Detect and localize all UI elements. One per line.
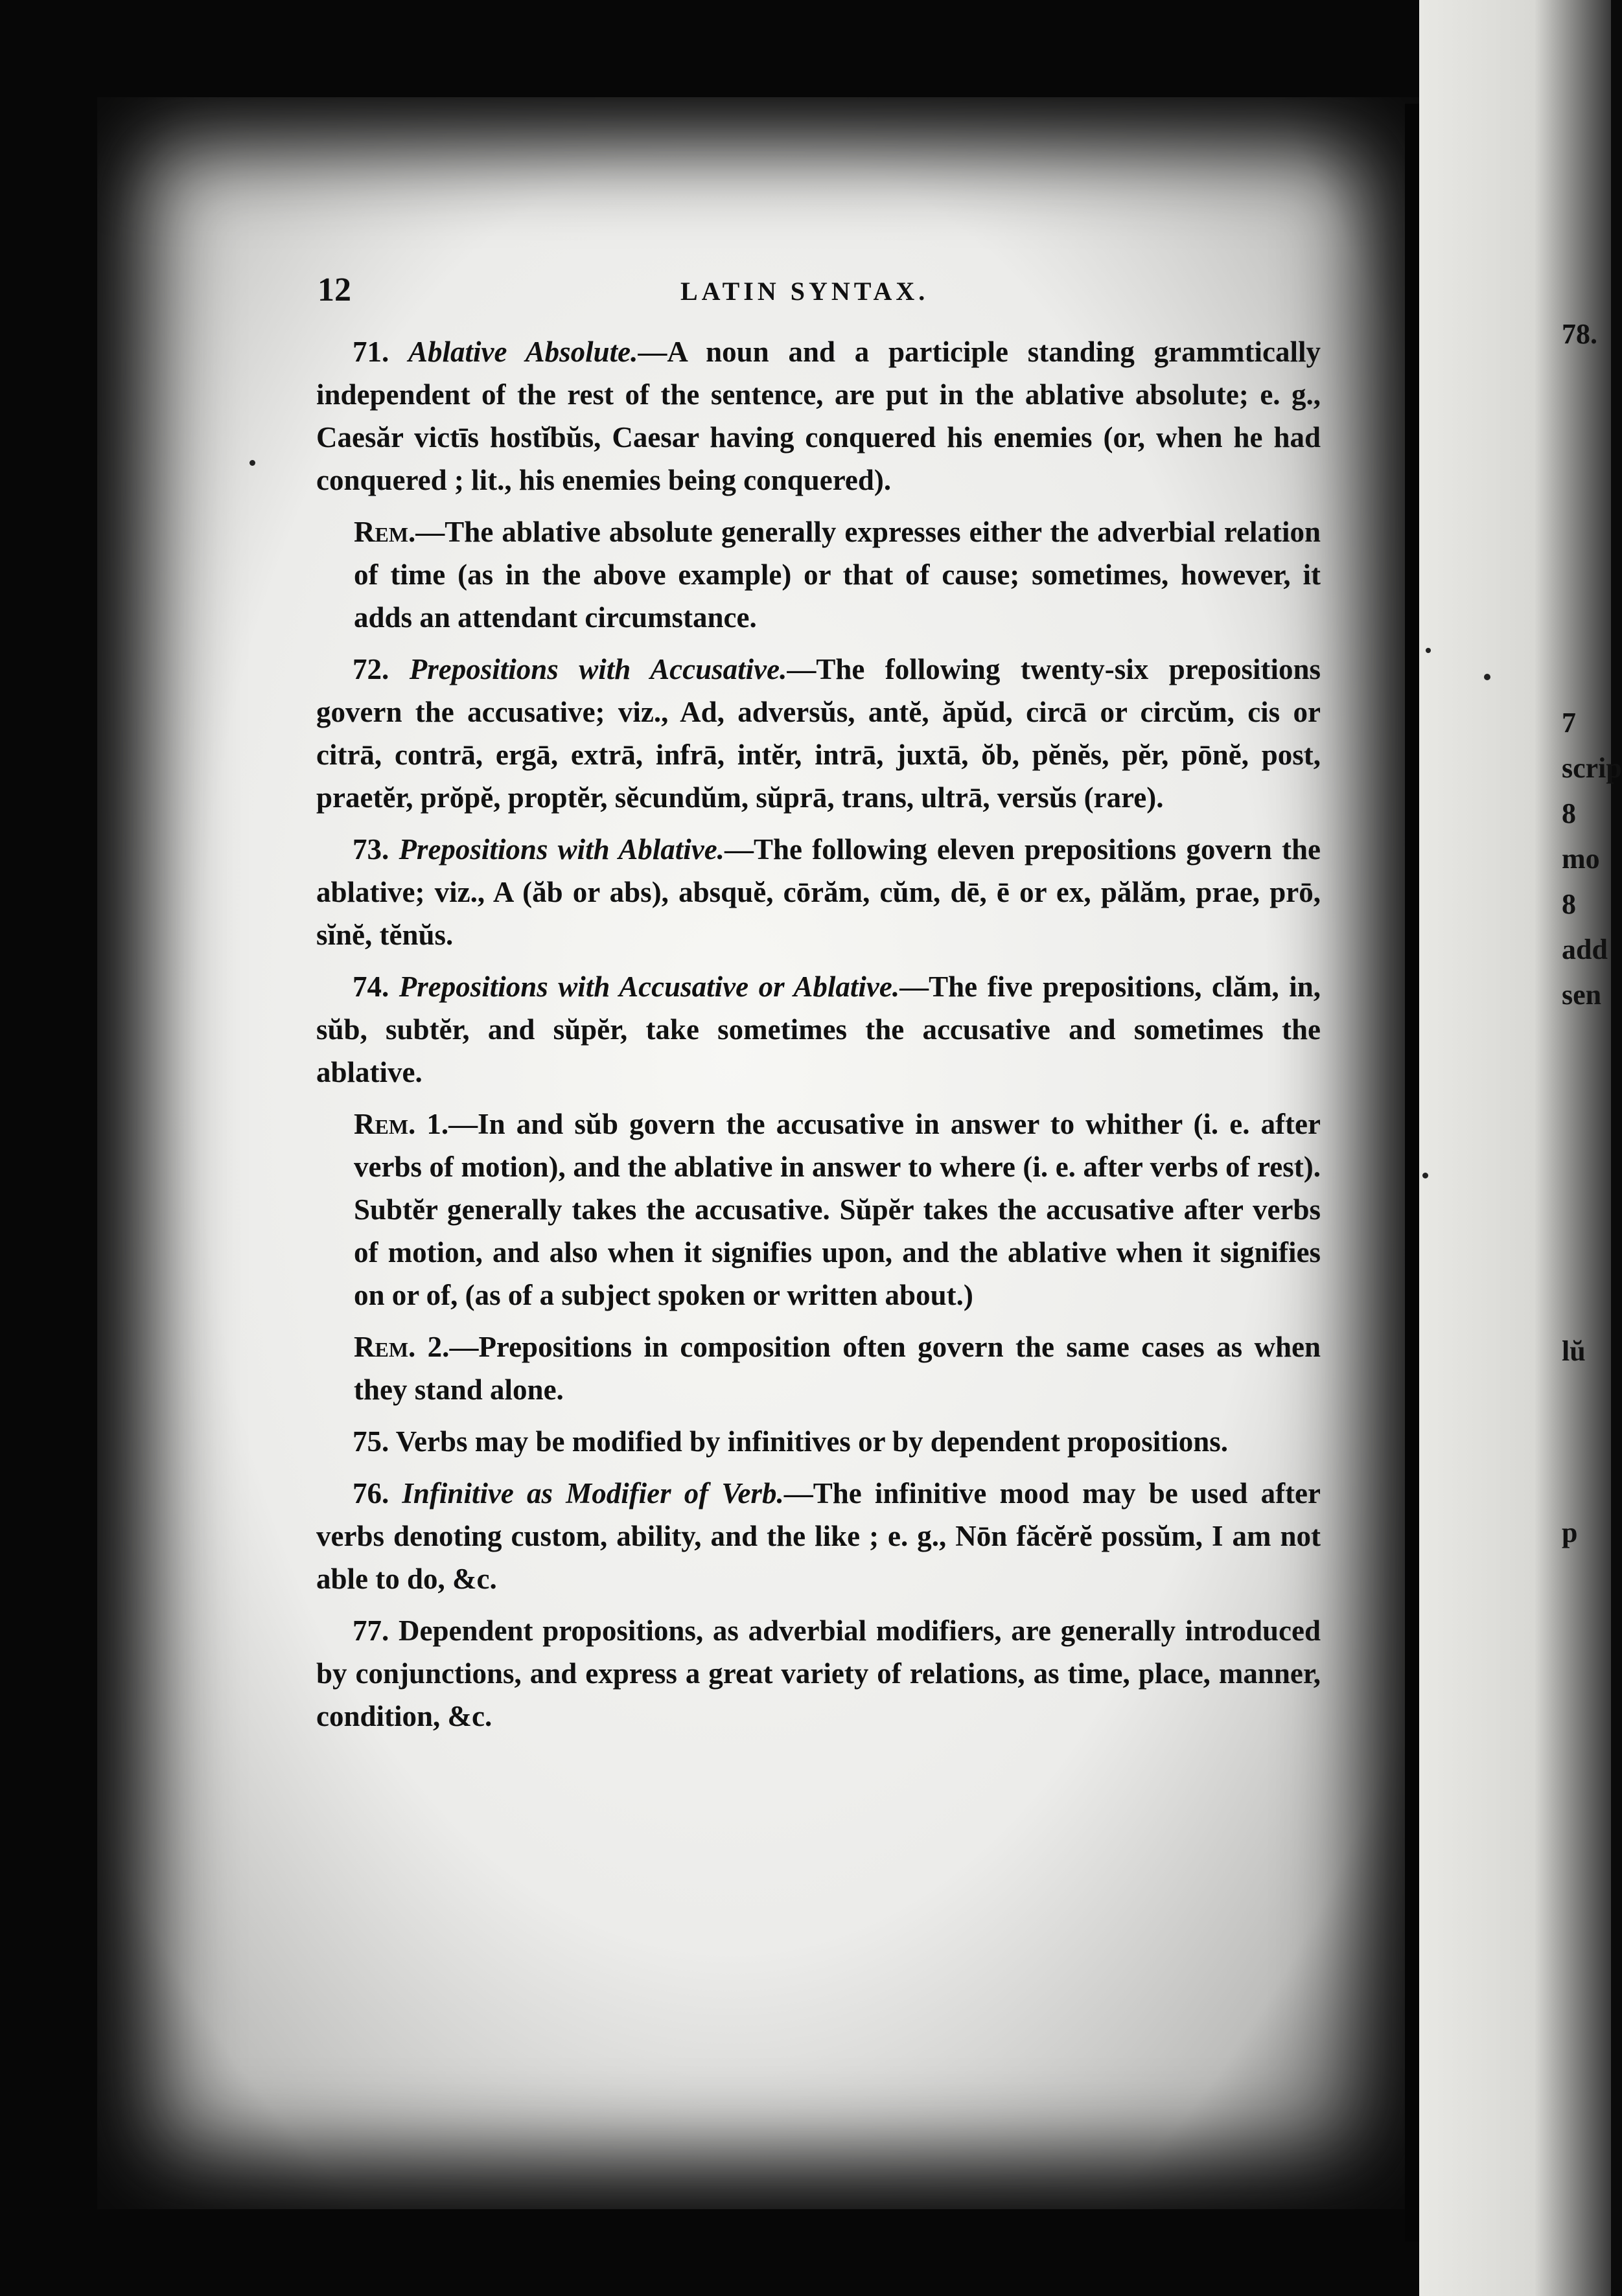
scan-speck <box>249 460 255 466</box>
scan-speck <box>1484 674 1490 680</box>
section-text: —The infinitive mood may be used after verbs denoting custom, ability, and the like ; e. g., Nōn făcĕrĕ possŭm, I am not able to do, &c. <box>316 1477 1321 1595</box>
page-number: 12 <box>318 271 351 308</box>
adjacent-fragment: lŭ <box>1562 1335 1586 1367</box>
remark-74-2 <box>354 1326 1321 1411</box>
section-number: 71. <box>353 336 389 368</box>
section-76 <box>316 1472 1321 1600</box>
book-gutter <box>1405 104 1419 2242</box>
section-71 <box>316 330 1321 501</box>
page-header <box>318 271 1315 310</box>
section-number: 76. <box>353 1477 389 1510</box>
remark-71 <box>354 511 1321 639</box>
section-number: 74. <box>353 970 389 1003</box>
running-title: LATIN SYNTAX. <box>680 277 929 306</box>
section-number: 77. <box>353 1614 389 1647</box>
section-heading: Prepositions with Ablative. <box>399 833 724 866</box>
adjacent-fragment: 78. <box>1562 318 1597 350</box>
section-heading: Ablative Absolute. <box>408 336 638 368</box>
section-text: —The following twenty-six prepositions govern the accusative; viz., Ad, adversŭs, antĕ, ăpŭd, circā or circŭm, cis or citrā, contrā, ergā, extrā, infrā, intĕr, intrā, juxtā, ŏb, pĕnĕs, pĕr, pōnĕ, post, praetĕr, prŏpĕ, proptĕr, sĕcundŭm, sŭprā, trans, ultrā, versŭs (rare). <box>316 653 1321 814</box>
section-73 <box>316 828 1321 956</box>
section-74 <box>316 965 1321 1094</box>
adjacent-fragment: add <box>1562 934 1608 965</box>
section-heading: Prepositions with Accusative. <box>409 653 787 685</box>
remark-text: —The ablative absolute generally expresses either the adverbial relation of time (as in the above example) or that of cause; sometimes, however, it adds an attendant circumstance. <box>354 516 1321 634</box>
remark-74-1 <box>354 1103 1321 1316</box>
scan-speck <box>1422 1173 1428 1178</box>
section-72 <box>316 648 1321 819</box>
remark-text: —Prepositions in composition often govern the same cases as when they stand alone. <box>354 1331 1321 1406</box>
section-text: Dependent propositions, as adverbial modifiers, are generally introduced by conjunctions, and express a great variety of relations, as time, place, manner, condition, &c. <box>316 1614 1321 1732</box>
adjacent-fragment: 8 <box>1562 798 1576 829</box>
remark-text: —In and sŭb govern the accusative in answer to whither (i. e. after verbs of motion), and the ablative in answer to where (i. e. after verbs of rest). Subtĕr generally takes the accusative. Sŭpĕr takes the accusative after verbs of motion, and also when it signifies upon, and the ablative when it signifies on or of, (as of a subject spoken or written about.) <box>354 1108 1321 1311</box>
section-number: 72. <box>353 653 389 685</box>
scan-speck <box>1426 648 1431 653</box>
section-number: 73. <box>353 833 389 866</box>
adjacent-fragment: sen <box>1562 979 1602 1011</box>
section-text: Verbs may be modified by infinitives or by dependent propositions. <box>395 1425 1229 1458</box>
adjacent-fragment: mo <box>1562 843 1600 875</box>
section-number: 75. <box>353 1425 389 1458</box>
adjacent-fragment: 8 <box>1562 888 1576 920</box>
section-text: —A noun and a participle standing grammtically independent of the rest of the sentence, are put in the ablative absolute; e. g., Caesăr victīs hostĭbŭs, Caesar having conquered his enemies (or, when he had conquered ; lit., his enemies being conquered). <box>316 336 1321 496</box>
adjacent-fragment: p <box>1562 1517 1578 1548</box>
page-body <box>316 330 1321 1747</box>
section-heading: Prepositions with Accusative or Ablative. <box>399 970 900 1003</box>
adjacent-fragment: 7 <box>1562 707 1576 739</box>
section-heading: Infinitive as Modifier of Verb. <box>402 1477 784 1510</box>
section-text: —The five prepositions, clăm, in, sŭb, subtĕr, and sŭpĕr, take sometimes the accusative and sometimes the ablative. <box>316 970 1321 1088</box>
section-75 <box>316 1420 1321 1463</box>
section-77 <box>316 1609 1321 1738</box>
remark-label: Rem. <box>354 516 416 548</box>
remark-label: Rem. 1. <box>354 1108 449 1140</box>
adjacent-fragment: scrip <box>1562 752 1622 784</box>
section-text: —The following eleven prepositions govern the ablative; viz., A (ăb or abs), absquĕ, cōrăm, cŭm, dē, ē or ex, pălăm, prae, prō, sĭnĕ, tĕnŭs. <box>316 833 1321 951</box>
remark-label: Rem. 2. <box>354 1331 450 1363</box>
